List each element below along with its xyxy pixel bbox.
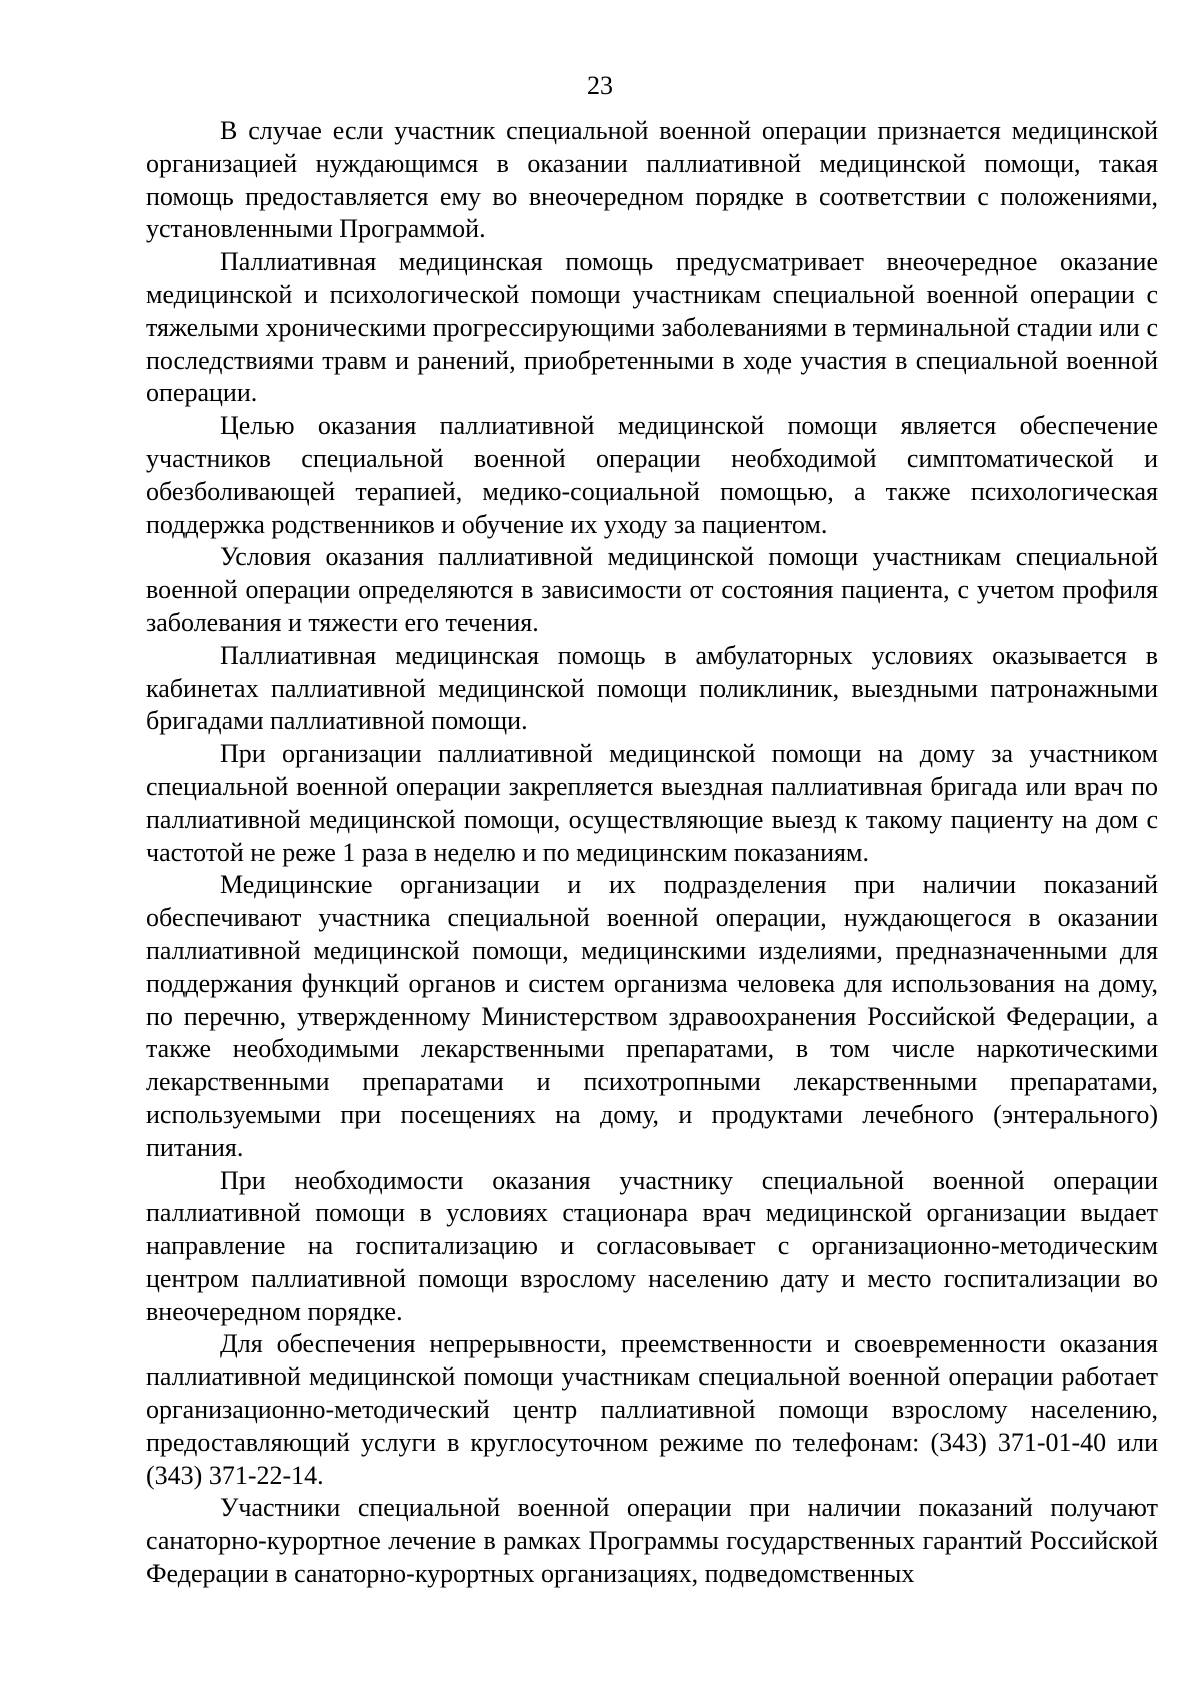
- document-body: [146, 115, 1158, 1591]
- paragraph-methodical-center: Для обеспечения непрерывности, преемственности и своевременности оказания паллиативной медицинской помощи участникам специальной военной операции работает организационно-методический центр паллиативной помощи взрослому населению, предоставляющий услуги в круглосуточном режиме по телефонам: (343) 371-01-40 или (343) 371-22-14.: [146, 1329, 1158, 1490]
- page-number: 23: [587, 71, 613, 100]
- paragraph-palliative-goal: Целью оказания паллиативной медицинской помощи является обеспечение участников специальной военной операции необходимой симптоматической и обезболивающей терапией, медико-социальной помощью, а также психологическая поддержка родственников и обучение их уходу за пациентом.: [146, 411, 1158, 539]
- paragraph-medical-supplies: Медицинские организации и их подразделения при наличии показаний обеспечивают участника специальной военной операции, нуждающегося в оказании паллиативной медицинской помощи, медицинскими изделиями, предназначенными для поддержания функций органов и систем организма человека для использования на дому, по перечню, утвержденному Министерством здравоохранения Российской Федерации, а также необходимыми лекарственными препаратами, в том числе наркотическими лекарственными препаратами и психотропными лекарственными препаратами, используемыми при посещениях на дому, и продуктами лечебного (энтерального) питания.: [146, 870, 1158, 1162]
- paragraph-hospitalization: При необходимости оказания участнику специальной военной операции паллиативной помощи в условиях стационара врач медицинской организации выдает направление на госпитализацию и согласовывает с организационно-методическим центром паллиативной помощи взрослому населению дату и место госпитализации во внеочередном порядке.: [146, 1165, 1158, 1326]
- paragraph-sanatorium-treatment: Участники специальной военной операции при наличии показаний получают санаторно-курортное лечение в рамках Программы государственных гарантий Российской Федерации в санаторно-курортных организациях, подведомственных: [146, 1493, 1158, 1589]
- paragraph-home-care: При организации паллиативной медицинской помощи на дому за участником специальной военной операции закрепляется выездная паллиативная бригада или врач по паллиативной медицинской помощи, осуществляющие выезд к такому пациенту на дом с частотой не реже 1 раза в неделю и по медицинским показаниям.: [146, 739, 1158, 867]
- paragraph-palliative-conditions: Условия оказания паллиативной медицинской помощи участникам специальной военной операции определяются в зависимости от состояния пациента, с учетом профиля заболевания и тяжести его течения.: [146, 542, 1158, 637]
- paragraph-palliative-priority: В случае если участник специальной военной операции признается медицинской организацией нуждающимся в оказании паллиативной медицинской помощи, такая помощь предоставляется ему во внеочередном порядке в соответствии с положениями, установленными Программой.: [146, 116, 1158, 244]
- paragraph-palliative-scope: Паллиативная медицинская помощь предусматривает внеочередное оказание медицинской и психологической помощи участникам специальной военной операции с тяжелыми хроническими прогрессирующими заболеваниями в терминальной стадии или с последствиями травм и ранений, приобретенными в ходе участия в специальной военной операции.: [146, 247, 1158, 408]
- paragraph-outpatient-care: Паллиативная медицинская помощь в амбулаторных условиях оказывается в кабинетах паллиативной медицинской помощи поликлиник, выездными патронажными бригадами паллиативной помощи.: [146, 640, 1158, 736]
